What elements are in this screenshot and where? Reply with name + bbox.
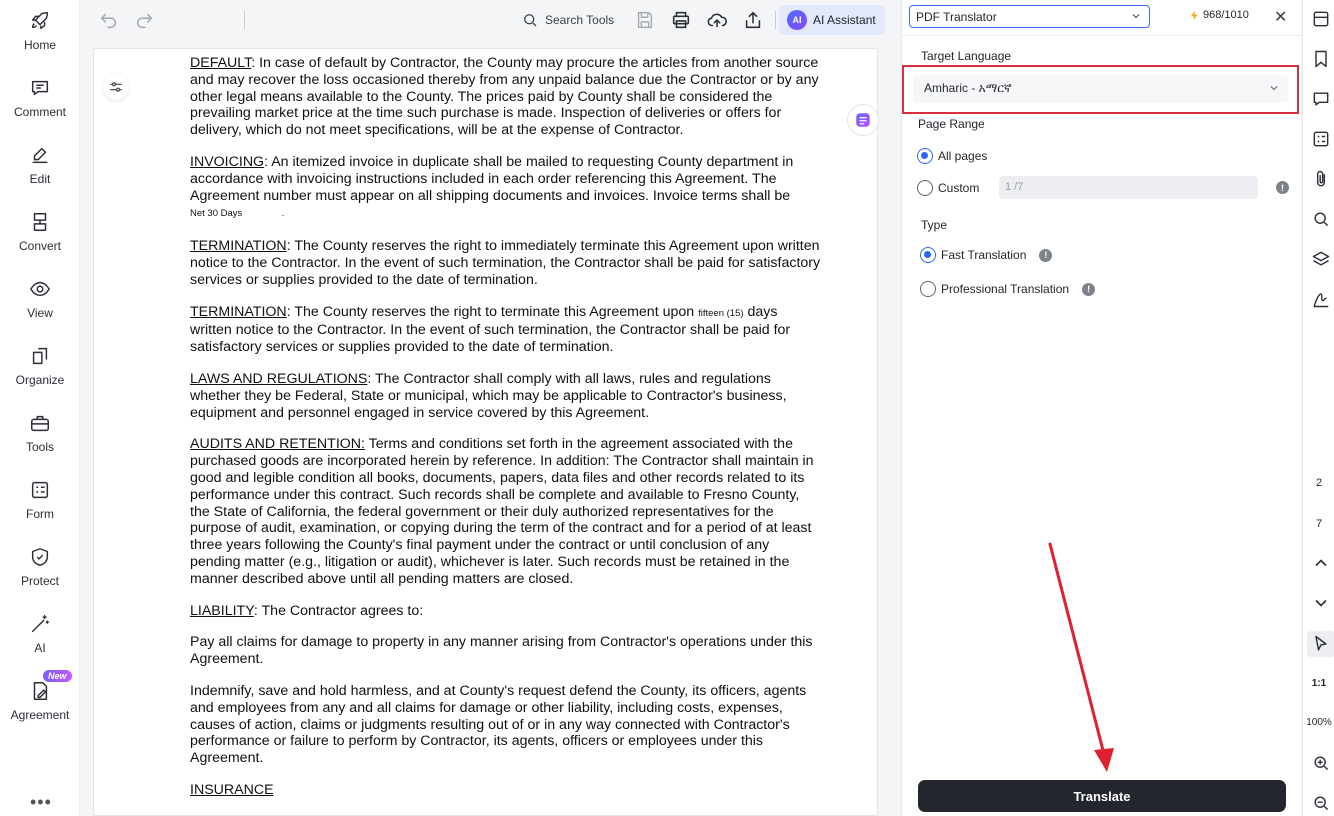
actual-size-button[interactable]: 1:1 [1311, 678, 1327, 689]
sidebar-item-edit[interactable] [0, 136, 80, 196]
save-icon[interactable] [634, 9, 656, 31]
search-icon[interactable] [1311, 209, 1331, 229]
sidebar-item-protect[interactable] [0, 538, 80, 598]
custom-page-range-input[interactable] [999, 176, 1258, 199]
paragraph-body: : The Contractor agrees to: [253, 602, 424, 619]
professional-translation-label: Professional Translation [941, 282, 1070, 296]
sidebar-item-view[interactable] [0, 270, 80, 330]
attachment-icon[interactable] [1311, 169, 1331, 189]
organize-icon [29, 345, 51, 367]
toolbar-divider [244, 11, 245, 29]
tool-select-dropdown[interactable] [909, 5, 1150, 28]
agreement-icon [29, 680, 51, 702]
chevron-down-icon [1130, 10, 1142, 22]
heading-termination: TERMINATION [190, 303, 287, 320]
heading-default: DEFAULT [190, 55, 252, 71]
all-pages-label: All pages [938, 149, 988, 163]
tool-select-value: PDF Translator [916, 10, 997, 24]
sidebar-item-tools[interactable] [0, 404, 80, 464]
sidebar-item-ai[interactable] [0, 605, 80, 665]
eye-icon [29, 278, 51, 300]
custom-page-range-placeholder: 1 /7 [1005, 181, 1024, 193]
heading-invoicing: INVOICING [190, 153, 265, 170]
chevron-up-icon[interactable] [1311, 553, 1331, 573]
paragraph-laws [190, 371, 822, 421]
chevron-down-icon [1268, 82, 1280, 94]
sidebar-item-label: Comment [13, 105, 66, 119]
form-fields-icon[interactable] [1311, 129, 1331, 149]
form-field-text: Net 30 Days [190, 208, 243, 220]
info-icon[interactable]: ! [1082, 283, 1095, 296]
paragraph-body: : The Contractor shall comply with all laws, rules and regulations whether they be Federal, State or municipal, which may be applicable to Contractor's business, equipment and personnel engaged in service covered by this Agreement. [190, 370, 787, 421]
panel-header [902, 0, 1302, 36]
paragraph-invoicing [190, 154, 822, 223]
cursor-icon[interactable] [1311, 634, 1331, 654]
sidebar-item-label: Organize [15, 373, 65, 387]
pdf-page [93, 48, 878, 816]
professional-translation-option[interactable] [920, 281, 1095, 297]
heading-audits: AUDITS AND RETENTION: [190, 436, 365, 453]
ai-assistant-button[interactable] [779, 5, 885, 35]
lightning-icon [1189, 10, 1200, 21]
shield-icon [29, 546, 51, 568]
panel-layout-icon[interactable] [1311, 9, 1331, 29]
paragraph-liability [190, 603, 822, 620]
edit-icon [29, 144, 51, 166]
ai-note-icon [854, 111, 872, 129]
toolbox-icon [29, 412, 51, 434]
radio-button[interactable] [920, 281, 936, 297]
paragraph-termination-1 [190, 238, 822, 288]
sidebar-item-label: Protect [20, 574, 59, 588]
sidebar-item-label: View [27, 306, 53, 320]
toolbar [80, 0, 900, 40]
target-language-dropdown[interactable] [913, 75, 1288, 103]
radio-button[interactable] [917, 180, 933, 196]
paragraph-body: : The County reserves the right to terminate this Agreement upon [286, 303, 695, 320]
paragraph-default [190, 55, 822, 139]
paragraph-body: : An itemized invoice in duplicate shall be mailed to requesting County department in accordance with invoicing instructions included in each order referencing this Agreement. The Agreement number must appear on all shipping documents and invoices. Invoice terms shall be [190, 153, 794, 204]
ai-assistant-label: AI Assistant [813, 13, 876, 27]
paragraph-body: : The County reserves the right to immediately terminate this Agreement upon written notice to the Contractor. In the event of such termination, the Contractor shall be paid for satisfactory services or supplies provided to the date of termination. [190, 238, 821, 288]
sidebar-item-home[interactable] [0, 2, 80, 62]
heading-termination: TERMINATION [190, 238, 287, 255]
sidebar-item-form[interactable] [0, 471, 80, 531]
sidebar-item-convert[interactable] [0, 203, 80, 263]
heading-laws: LAWS AND REGULATIONS [190, 370, 368, 387]
sidebar-item-organize[interactable] [0, 337, 80, 397]
comment-icon [29, 77, 51, 99]
right-rail [1302, 0, 1334, 816]
translate-button[interactable]: Translate [918, 780, 1286, 812]
fast-translation-option[interactable] [920, 247, 1052, 263]
convert-icon [29, 211, 51, 233]
share-icon[interactable] [742, 9, 764, 31]
paragraph-body: Terms and conditions set forth in the agreement associated with the purchased goods are incorporated herein by reference. In addition: The Contractor shall maintain in good and legible condition all books, documents, papers, data files and other records related to its performance under this contract. Such records shall be complete and available to Fresno County, the State of California, the federal government or their duly authorized representatives for the purpose of audit, examination, or copying during the term of the contract and for a period of at least three years following the County's final payment under the contract or until conclusion of any pending matter (e.g., litigation or audit), whichever is later. Such records must be retained in the manner described above until all pending matters are closed. [190, 436, 814, 587]
document-text [190, 55, 822, 814]
zoom-level[interactable]: 100% [1306, 717, 1332, 728]
credits-value: 968/1010 [1203, 9, 1249, 21]
all-pages-option[interactable] [917, 148, 987, 164]
zoom-out-icon[interactable] [1311, 793, 1331, 813]
target-language-highlight [902, 65, 1299, 114]
ai-sidebar-float-button[interactable] [847, 104, 879, 136]
undo-icon[interactable] [98, 9, 120, 31]
type-label: Type [921, 218, 948, 232]
sidebar-item-label: Convert [18, 239, 62, 253]
toolbar-divider [775, 11, 776, 29]
target-language-label: Target Language [921, 49, 1012, 63]
sidebar-item-label: AI [34, 641, 46, 655]
fast-translation-label: Fast Translation [941, 248, 1027, 262]
custom-label: Custom [938, 181, 980, 195]
paragraph-insurance [190, 782, 822, 799]
more-menu-button[interactable]: ••• [30, 792, 52, 812]
paragraph-audits [190, 436, 822, 587]
radio-button-checked[interactable] [917, 148, 933, 164]
credits-counter [1189, 9, 1249, 21]
paragraph-body: days written notice to the Contractor. In the event of such termination, the Contractor shall be paid for satisfactory services or supplies provided to the date of termination. [190, 303, 791, 356]
info-icon[interactable]: ! [1039, 249, 1052, 262]
layers-icon[interactable] [1311, 249, 1331, 269]
rocket-icon [29, 10, 51, 32]
form-icon [29, 479, 51, 501]
sidebar-item-label: Form [26, 507, 54, 521]
magic-wand-icon [29, 613, 51, 635]
new-badge: New [43, 670, 72, 682]
total-pages: 7 [1315, 518, 1323, 530]
left-sidebar [0, 0, 80, 816]
search-tools-button[interactable] [521, 9, 614, 31]
translator-panel [901, 0, 1301, 816]
chevron-down-icon[interactable] [1311, 593, 1331, 613]
print-icon[interactable] [670, 9, 692, 31]
form-field-text: . [281, 208, 285, 220]
cloud-upload-icon[interactable] [706, 9, 728, 31]
page-range-label: Page Range [918, 117, 985, 131]
radio-button-checked[interactable] [920, 247, 936, 263]
annotation-arrow [1042, 540, 1122, 780]
heading-insurance: INSURANCE [190, 781, 274, 798]
close-panel-button[interactable]: ✕ [1274, 9, 1288, 26]
form-field-text: fifteen (15) [698, 307, 744, 319]
sidebar-item-comment[interactable] [0, 69, 80, 129]
comment-icon[interactable] [1311, 89, 1331, 109]
paragraph-termination-2 [190, 304, 822, 356]
heading-liability: LIABILITY [190, 602, 254, 619]
redo-icon[interactable] [133, 9, 155, 31]
paragraph-body: : In case of default by Contractor, the County may procure the articles from another source and may recover the loss occasioned thereby from any unpaid balance due the Contractor or by any other legal means available to the County. The prices paid by County shall be considered the prevailing market price at the time such purchase is made. Inspection of deliveries or offers for delivery, which do not meet specifications, will be at the expense of Contractor. [190, 55, 819, 139]
search-icon [521, 11, 539, 29]
info-icon[interactable]: ! [1276, 181, 1289, 194]
zoom-in-icon[interactable] [1311, 753, 1331, 773]
sliders-icon [108, 79, 124, 95]
sidebar-item-label: Agreement [10, 708, 70, 722]
custom-range-option[interactable] [917, 180, 979, 196]
paragraph-indemnify: Indemnify, save and hold harmless, and at County's request defend the County, its officers, agents and employees from any and all claims for damage or other liability, including costs, expenses, causes of action, claims or judgments resulting out of or in any way connected with Contractor's performance or failure to perform by Contractor, its agents, officers or employees under this Agreement. [190, 682, 807, 767]
document-viewer [80, 40, 900, 816]
filter-settings-button[interactable] [103, 74, 129, 100]
signature-icon[interactable] [1311, 289, 1331, 309]
current-page-number[interactable]: 2 [1315, 477, 1323, 489]
bookmark-icon[interactable] [1311, 49, 1331, 69]
ai-logo-icon: AI [787, 10, 807, 30]
sidebar-item-label: Tools [25, 440, 54, 454]
paragraph-pay-claims: Pay all claims for damage to property in any manner arising from Contractor's operations under this Agreement. [190, 634, 813, 668]
sidebar-item-label: Edit [29, 172, 51, 186]
sidebar-item-label: Home [23, 38, 56, 52]
target-language-value: Amharic - አማርኛ [924, 81, 1012, 95]
search-tools-label: Search Tools [545, 13, 615, 27]
